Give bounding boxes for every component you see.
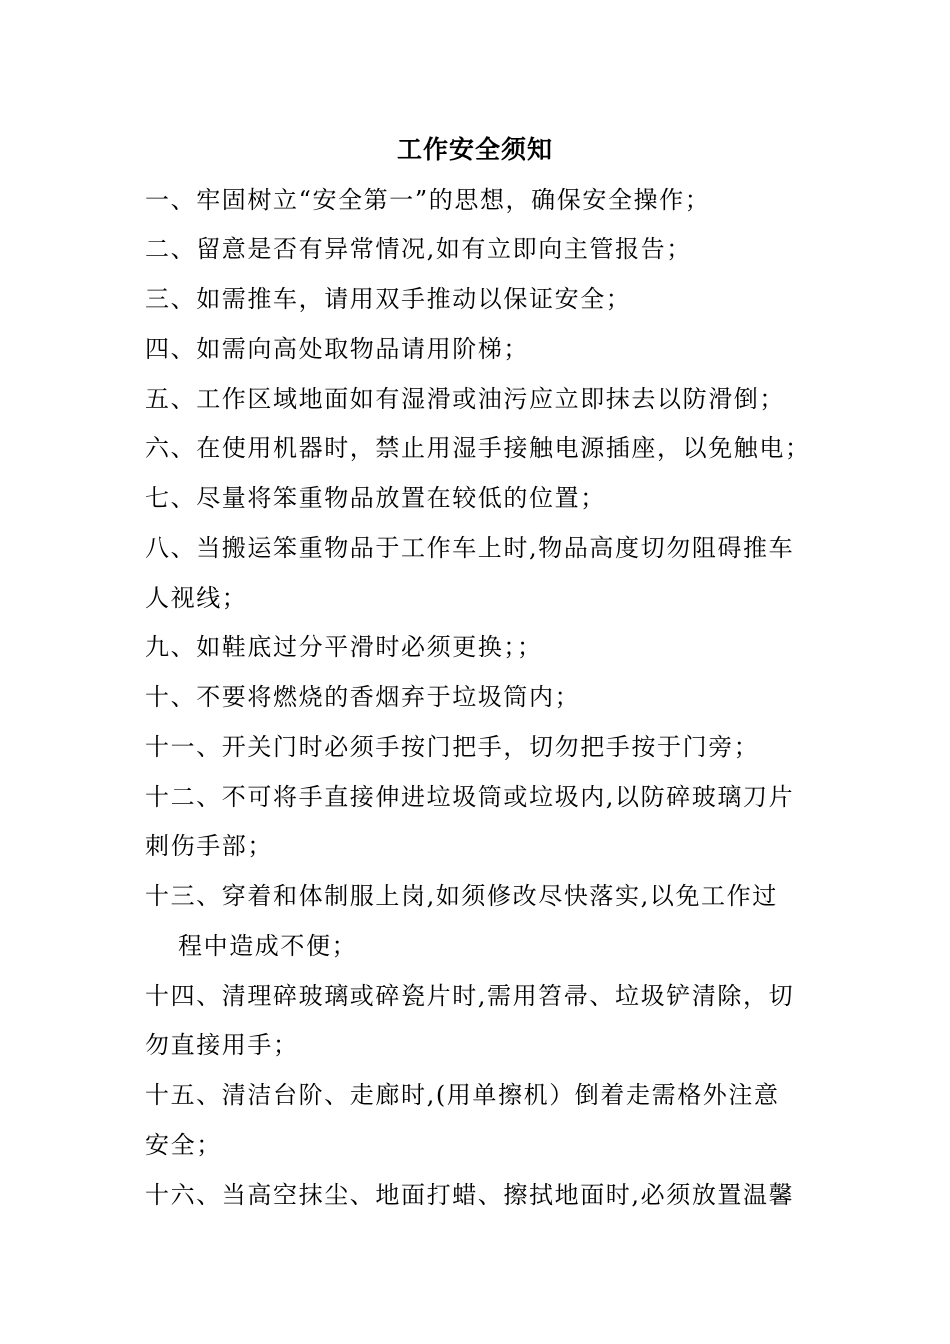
rule-line-5: 五、工作区域地面如有湿滑或油污应立即抹去以防滑倒； xyxy=(145,385,785,413)
rule-line-10: 十、不要将燃烧的香烟弃于垃圾筒内； xyxy=(145,683,581,711)
rule-line-15: 十五、清洁台阶、走廊时,(用单擦机）倒着走需格外注意 xyxy=(145,1081,780,1109)
rule-line-3: 三、如需推车，请用双手推动以保证安全； xyxy=(145,285,632,313)
rule-line-16: 十六、当高空抹尘、地面打蜡、擦拭地面时,必须放置温馨 xyxy=(145,1181,795,1209)
page-title: 工作安全须知 xyxy=(396,135,553,164)
rule-line-8: 八、当搬运笨重物品于工作车上时,物品高度切勿阻碍推车 xyxy=(145,534,795,562)
rule-line-13: 十三、穿着和体制服上岗,如须修改尽快落实,以免工作过 xyxy=(145,882,778,910)
rule-line-14: 十四、清理碎玻璃或碎瓷片时,需用笤帚、垃圾铲清除，切 xyxy=(145,982,795,1010)
rule-line-8-cont: 人视线； xyxy=(145,584,248,612)
rule-line-14-cont: 勿直接用手； xyxy=(145,1031,299,1059)
rule-line-12-cont: 刺伤手部； xyxy=(145,832,273,860)
rule-line-15-cont: 安全； xyxy=(145,1131,222,1159)
rule-line-7: 七、尽量将笨重物品放置在较低的位置； xyxy=(145,484,606,512)
rule-line-13-cont: 程中造成不便； xyxy=(178,932,358,960)
rule-line-4: 四、如需向高处取物品请用阶梯； xyxy=(145,335,529,363)
rule-line-12: 十二、不可将手直接伸进垃圾筒或垃圾内,以防碎玻璃刀片 xyxy=(145,783,795,811)
rule-line-11: 十一、开关门时必须手按门把手，切勿把手按于门旁； xyxy=(145,733,760,761)
rule-line-2: 二、留意是否有异常情况,如有立即向主管报告； xyxy=(145,235,692,263)
rule-line-1: 一、牢固树立“安全第一”的思想，确保安全操作； xyxy=(145,186,711,214)
rule-line-6: 六、在使用机器时，禁止用湿手接触电源插座，以免触电； xyxy=(145,434,811,462)
rule-line-9: 九、如鞋底过分平滑时必须更换；； xyxy=(145,633,543,661)
